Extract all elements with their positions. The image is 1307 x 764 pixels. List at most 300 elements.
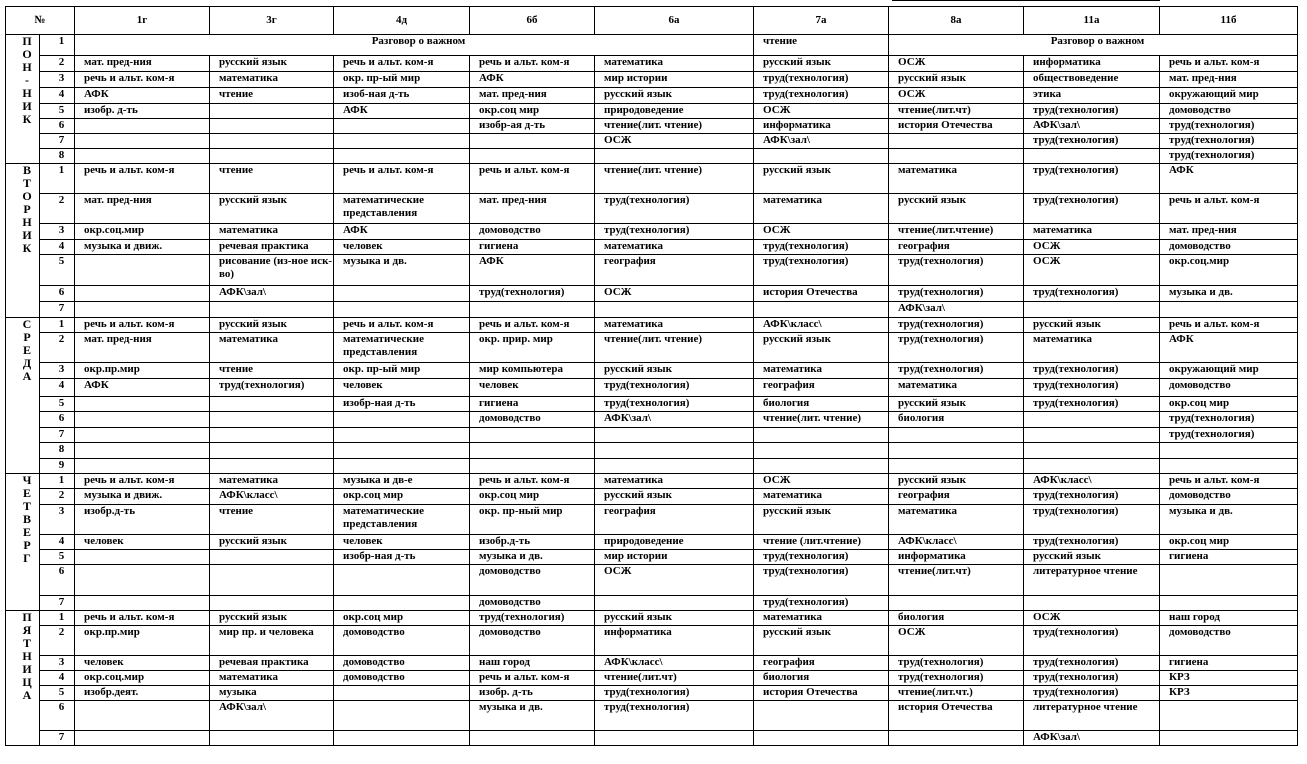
day-letter: С [22,317,32,331]
lesson-cell: чтение(лит. чтение) [595,333,754,363]
lesson-row [6,35,1298,56]
lesson-cell: КРЗ [1160,686,1298,701]
lesson-cell: музыка и дв. [334,255,470,286]
lesson-cell [210,596,334,611]
lesson-number: 7 [40,596,75,611]
lesson-cell: чтение(лит.чт) [889,104,1024,119]
lesson-cell: география [754,656,889,671]
lesson-row [6,489,1298,505]
lesson-cell: мат. пред-ния [75,194,210,224]
lesson-cell [595,443,754,459]
lesson-cell: ОСЖ [754,224,889,240]
lesson-cell: труд(технология) [1160,428,1298,443]
lesson-cell: КРЗ [1160,671,1298,686]
lesson-cell [334,119,470,134]
lesson-cell [334,134,470,149]
lesson-cell [210,302,334,318]
lesson-cell: математика [754,194,889,224]
lesson-cell: география [595,505,754,535]
lesson-row [6,302,1298,318]
lesson-cell: мат. пред-ния [75,56,210,72]
lesson-cell: биология [889,412,1024,428]
lesson-number: 1 [40,35,75,56]
lesson-cell [889,731,1024,746]
lesson-row [6,333,1298,363]
lesson-cell [334,302,470,318]
day-letter: Г [23,551,31,565]
lesson-cell [75,731,210,746]
lesson-number: 6 [40,119,75,134]
lesson-cell: математика [754,489,889,505]
day-label [6,474,40,611]
lesson-number: 6 [40,286,75,302]
day-letter: Н [22,649,32,663]
lesson-cell: математика [889,505,1024,535]
lesson-cell: ОСЖ [595,134,754,149]
lesson-number: 1 [40,164,75,194]
lesson-cell [210,550,334,565]
lesson-cell: труд(технология) [210,379,334,397]
day-letter: Т [22,636,31,650]
lesson-cell: домоводство [1160,626,1298,656]
lesson-cell-merged: Разговор о важном [889,35,1298,56]
lesson-cell [75,550,210,565]
lesson-cell: русский язык [1024,318,1160,333]
lesson-cell: труд(технология) [1160,149,1298,164]
lesson-cell: речь и альт. ком-я [75,318,210,333]
lesson-cell: математика [1024,333,1160,363]
lesson-cell: мир компьютера [470,363,595,379]
lesson-cell: АФК\зал\ [595,412,754,428]
lesson-cell: труд(технология) [1024,397,1160,412]
lesson-cell: этика [1024,88,1160,104]
lesson-cell: ОСЖ [1024,255,1160,286]
lesson-cell [470,459,595,474]
lesson-cell: наш город [1160,611,1298,626]
lesson-cell [334,565,470,596]
lesson-cell: чтение [210,164,334,194]
day-letter: О [22,189,32,203]
col-header-3g: 3г [210,7,334,35]
lesson-cell: мат. пред-ния [1160,72,1298,88]
lesson-cell: АФК\зал\ [210,701,334,731]
lesson-cell [75,565,210,596]
lesson-cell [334,286,470,302]
top-rule [892,0,1160,1]
day-letter: К [22,112,32,126]
lesson-cell [470,302,595,318]
lesson-cell [210,459,334,474]
lesson-cell: труд(технология) [754,596,889,611]
lesson-cell: математика [889,379,1024,397]
col-header-number: № [6,7,75,35]
lesson-cell: обществоведение [1024,72,1160,88]
lesson-number: 8 [40,149,75,164]
lesson-cell: речь и альт. ком-я [470,318,595,333]
lesson-cell [595,459,754,474]
lesson-cell: труд(технология) [889,671,1024,686]
col-header-7a: 7а [754,7,889,35]
lesson-cell: труд(технология) [595,224,754,240]
lesson-cell [1160,596,1298,611]
lesson-cell: история Отечества [889,701,1024,731]
lesson-cell: АФК\зал\ [1024,731,1160,746]
day-letter: П [22,610,32,624]
lesson-cell: труд(технология) [889,286,1024,302]
lesson-cell: русский язык [1024,550,1160,565]
lesson-number: 4 [40,88,75,104]
lesson-cell: математические представления [334,194,470,224]
lesson-cell: труд(технология) [1024,164,1160,194]
lesson-row [6,459,1298,474]
lesson-cell: речь и альт. ком-я [75,474,210,489]
lesson-cell: труд(технология) [1024,286,1160,302]
lesson-cell: домоводство [470,224,595,240]
lesson-cell: труд(технология) [889,318,1024,333]
lesson-cell [889,428,1024,443]
lesson-cell: изобр.деят. [75,686,210,701]
lesson-cell [210,104,334,119]
lesson-cell: окр.соц.мир [75,224,210,240]
lesson-cell: математика [595,240,754,255]
lesson-cell [595,149,754,164]
lesson-cell: русский язык [754,56,889,72]
lesson-cell: русский язык [889,397,1024,412]
lesson-cell: природоведение [595,104,754,119]
lesson-cell [75,119,210,134]
lesson-cell: АФК [334,104,470,119]
lesson-number: 7 [40,731,75,746]
lesson-cell [75,286,210,302]
lesson-cell: домоводство [334,671,470,686]
lesson-cell: изобр. д-ть [470,686,595,701]
lesson-cell: музыка [210,686,334,701]
lesson-cell [1024,412,1160,428]
day-letter: Я [22,623,32,637]
lesson-cell [1160,701,1298,731]
lesson-cell [75,397,210,412]
lesson-cell: окр.соц мир [470,489,595,505]
lesson-cell: математика [595,474,754,489]
lesson-row [6,596,1298,611]
lesson-cell [334,459,470,474]
lesson-cell: труд(технология) [1024,363,1160,379]
lesson-cell: речь и альт. ком-я [1160,474,1298,489]
lesson-number: 6 [40,701,75,731]
lesson-cell: АФК [1160,333,1298,363]
lesson-cell: окр.соц.мир [75,671,210,686]
lesson-cell: труд(технология) [754,565,889,596]
day-letter: В [22,163,31,177]
lesson-cell-merged: Разговор о важном [75,35,754,56]
lesson-cell: окр.соц мир [470,104,595,119]
lesson-cell [75,701,210,731]
lesson-cell [595,596,754,611]
lesson-cell: чтение(лит.чт) [889,565,1024,596]
lesson-number: 4 [40,379,75,397]
lesson-row [6,671,1298,686]
lesson-row [6,474,1298,489]
lesson-cell: труд(технология) [1024,194,1160,224]
lesson-cell: литературное чтение [1024,565,1160,596]
lesson-cell: изобр-ная д-ть [334,550,470,565]
lesson-cell [754,149,889,164]
lesson-cell: речь и альт. ком-я [470,671,595,686]
lesson-number: 2 [40,56,75,72]
lesson-cell [1160,443,1298,459]
lesson-cell [210,119,334,134]
lesson-cell: русский язык [595,611,754,626]
lesson-cell-merged: чтение [754,35,889,56]
day-letter: Н [22,60,32,74]
lesson-row [6,134,1298,149]
lesson-cell: труд(технология) [1024,656,1160,671]
lesson-row [6,686,1298,701]
lesson-cell: человек [334,535,470,550]
lesson-cell: домоводство [1160,240,1298,255]
lesson-cell: труд(технология) [470,286,595,302]
day-label [6,611,40,746]
timetable [5,6,1298,746]
lesson-cell [210,412,334,428]
lesson-cell [889,443,1024,459]
lesson-cell: изобр-ая д-ть [470,119,595,134]
lesson-cell: труд(технология) [1024,626,1160,656]
lesson-cell: окр. пр-ый мир [334,72,470,88]
lesson-cell [75,459,210,474]
lesson-cell: АФК\класс\ [210,489,334,505]
lesson-cell: АФК\класс\ [889,535,1024,550]
lesson-cell [889,459,1024,474]
lesson-cell [210,565,334,596]
lesson-cell [75,412,210,428]
lesson-cell: труд(технология) [754,255,889,286]
day-letter: А [22,369,32,383]
day-letter: Т [22,499,31,513]
lesson-row [6,255,1298,286]
col-header-8a: 8а [889,7,1024,35]
lesson-cell: ОСЖ [754,474,889,489]
lesson-cell: труд(технология) [889,255,1024,286]
lesson-cell [210,397,334,412]
lesson-cell: гигиена [1160,550,1298,565]
lesson-row [6,224,1298,240]
lesson-cell: труд(технология) [889,333,1024,363]
lesson-cell: ОСЖ [1024,240,1160,255]
lesson-cell: АФК [75,88,210,104]
lesson-cell: русский язык [889,474,1024,489]
lesson-cell [334,149,470,164]
lesson-cell: труд(технология) [595,397,754,412]
lesson-cell: природоведение [595,535,754,550]
lesson-cell: речь и альт. ком-я [75,611,210,626]
lesson-number: 5 [40,686,75,701]
lesson-number: 3 [40,72,75,88]
lesson-cell: окр.соц мир [334,611,470,626]
lesson-cell: математика [754,363,889,379]
day-letter: А [22,688,32,702]
lesson-cell [754,701,889,731]
lesson-cell: география [889,489,1024,505]
lesson-cell: русский язык [754,333,889,363]
lesson-cell: человек [75,535,210,550]
lesson-cell: окр.соц мир [334,489,470,505]
lesson-cell: ОСЖ [595,286,754,302]
lesson-cell: математика [595,56,754,72]
day-letter: Н [22,86,32,100]
lesson-number: 2 [40,333,75,363]
lesson-cell: изобр.д-ть [75,505,210,535]
lesson-cell: ОСЖ [754,104,889,119]
day-letter: И [22,662,32,676]
lesson-cell: чтение(лит. чтение) [595,119,754,134]
lesson-cell: информатика [889,550,1024,565]
lesson-row [6,72,1298,88]
lesson-cell: труд(технология) [889,656,1024,671]
lesson-cell: чтение(лит.чтение) [889,224,1024,240]
lesson-cell: гигиена [470,397,595,412]
lesson-cell: русский язык [595,88,754,104]
lesson-row [6,611,1298,626]
lesson-cell: математика [754,611,889,626]
lesson-cell: речь и альт. ком-я [1160,318,1298,333]
lesson-row [6,119,1298,134]
day-letter: Е [22,486,31,500]
lesson-row [6,379,1298,397]
lesson-cell [470,731,595,746]
lesson-cell [334,412,470,428]
lesson-cell [470,428,595,443]
lesson-cell: труд(технология) [754,88,889,104]
lesson-cell: окр. пр-ый мир [334,363,470,379]
lesson-cell: изоб-ная д-ть [334,88,470,104]
lesson-cell: труд(технология) [1024,535,1160,550]
lesson-cell [75,428,210,443]
lesson-cell: чтение(лит. чтение) [595,164,754,194]
lesson-cell [1024,443,1160,459]
lesson-cell: география [889,240,1024,255]
day-letter: И [22,99,32,113]
lesson-cell: труд(технология) [595,194,754,224]
lesson-row [6,656,1298,671]
lesson-cell [210,134,334,149]
lesson-number: 7 [40,302,75,318]
lesson-row [6,412,1298,428]
day-letter: В [22,512,31,526]
lesson-cell: АФК\класс\ [754,318,889,333]
lesson-cell: окр. пр-ный мир [470,505,595,535]
lesson-cell: окр. прир. мир [470,333,595,363]
lesson-cell: математика [595,318,754,333]
lesson-row [6,565,1298,596]
lesson-cell [75,443,210,459]
lesson-cell: биология [889,611,1024,626]
lesson-cell: АФК\класс\ [1024,474,1160,489]
lesson-cell: домоводство [1160,379,1298,397]
lesson-number: 3 [40,363,75,379]
lesson-cell: АФК [334,224,470,240]
lesson-cell: окр.соц.мир [1160,255,1298,286]
lesson-row [6,505,1298,535]
header-row [6,7,1298,35]
lesson-row [6,626,1298,656]
lesson-number: 5 [40,550,75,565]
lesson-cell [754,428,889,443]
lesson-cell: речь и альт. ком-я [334,56,470,72]
lesson-cell [334,731,470,746]
lesson-cell: АФК\зал\ [210,286,334,302]
day-letter: О [22,47,32,61]
lesson-cell: русский язык [210,611,334,626]
lesson-cell: речь и альт. ком-я [470,164,595,194]
day-letter: Е [22,343,31,357]
lesson-cell [210,428,334,443]
lesson-cell: ОСЖ [595,565,754,596]
lesson-cell: труд(технология) [889,363,1024,379]
lesson-cell: речевая практика [210,656,334,671]
lesson-cell: история Отечества [754,686,889,701]
lesson-row [6,240,1298,255]
lesson-cell [334,686,470,701]
lesson-cell: АФК [1160,164,1298,194]
lesson-number: 8 [40,443,75,459]
lesson-cell: труд(технология) [754,550,889,565]
lesson-cell: домоводство [470,565,595,596]
lesson-cell: музыка и дв. [1160,286,1298,302]
lesson-cell: русский язык [595,489,754,505]
lesson-cell: труд(технология) [1024,686,1160,701]
lesson-cell [754,302,889,318]
lesson-cell: ОСЖ [889,626,1024,656]
lesson-cell [334,443,470,459]
lesson-cell [1160,459,1298,474]
lesson-cell: математика [1024,224,1160,240]
day-letter: И [22,228,32,242]
lesson-cell: АФК\класс\ [595,656,754,671]
lesson-cell [75,134,210,149]
lesson-cell: труд(технология) [1024,671,1160,686]
lesson-cell: окр.пр.мир [75,626,210,656]
lesson-number: 2 [40,489,75,505]
lesson-cell: математика [210,333,334,363]
lesson-cell: домоводство [334,656,470,671]
lesson-cell: мат. пред-ния [470,88,595,104]
lesson-cell: информатика [754,119,889,134]
lesson-cell: чтение [210,363,334,379]
lesson-cell [1024,149,1160,164]
lesson-number: 1 [40,474,75,489]
lesson-cell: мир пр. и человека [210,626,334,656]
lesson-cell: русский язык [889,72,1024,88]
lesson-number: 2 [40,194,75,224]
col-header-11b: 11б [1160,7,1298,35]
lesson-row [6,443,1298,459]
lesson-cell: речь и альт. ком-я [75,72,210,88]
lesson-cell: математика [889,164,1024,194]
lesson-row [6,550,1298,565]
lesson-cell: музыка и дв. [470,550,595,565]
lesson-number: 3 [40,505,75,535]
lesson-cell: АФК [470,255,595,286]
lesson-number: 9 [40,459,75,474]
lesson-number: 1 [40,611,75,626]
lesson-cell [470,443,595,459]
lesson-cell: чтение (лит.чтение) [754,535,889,550]
lesson-cell: труд(технология) [1024,505,1160,535]
col-header-6a: 6а [595,7,754,35]
lesson-cell: труд(технология) [1160,119,1298,134]
lesson-number: 6 [40,412,75,428]
